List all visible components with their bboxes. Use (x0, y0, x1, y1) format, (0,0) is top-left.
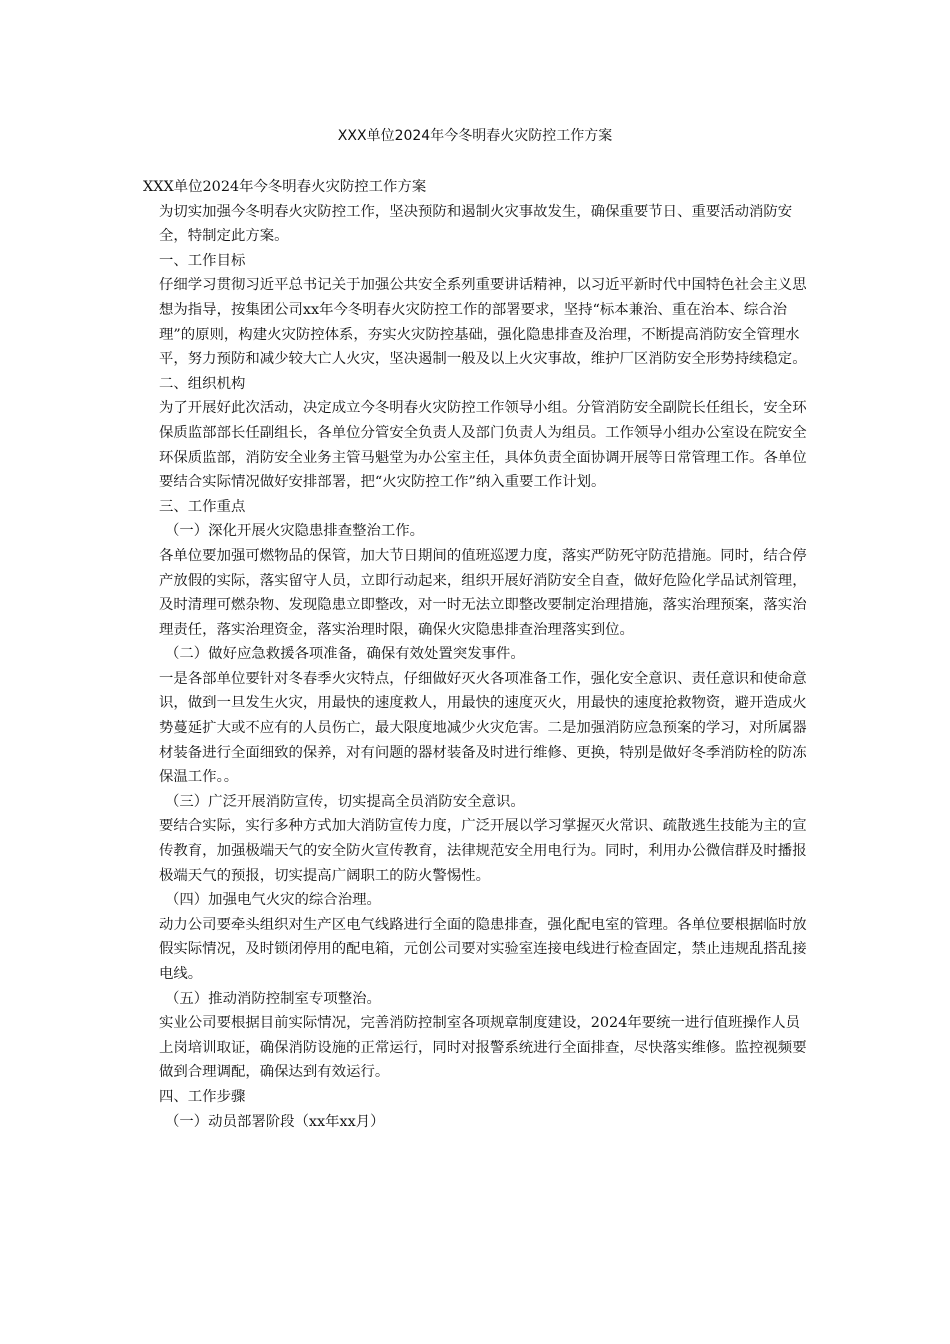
intro-paragraph: 为切实加强今冬明春火灾防控工作，坚决预防和遏制火灾事故发生，确保重要节日、重要活动消防安全，特制定此方案。 (159, 203, 793, 245)
subheading-control-room: （五）推动消防控制室专项整治。 (165, 990, 381, 1007)
publicity-paragraph: 要结合实际，实行多种方式加大消防宣传力度，广泛开展以学习掌握灭火常识、疏散逃生技能为主的宣传教育，加强极端天气的安全防火宣传教育，法律规范安全用电行为。同时，利用办公微信群及时播报极端天气的预报，切实提高广阔职工的防火警惕性。 (159, 818, 807, 884)
subheading-emergency-prep: （二）做好应急救援各项准备，确保有效处置突发事件。 (165, 646, 525, 663)
section-heading-key-work: 三、工作重点 (159, 498, 246, 515)
document-body (143, 175, 809, 1134)
electrical-paragraph: 动力公司要牵头组织对生产区电气线路进行全面的隐患排查，强化配电室的管理。各单位要根据临时放假实际情况，及时锁闭停用的配电箱，元创公司要对实验室连接电线进行检查固定，禁止违规乱搭乱接电线。 (159, 916, 807, 982)
goals-paragraph: 仔细学习贯彻习近平总书记关于加强公共安全系列重要讲话精神，以习近平新时代中国特色社会主义思想为指导，按集团公司xx年今冬明春火灾防控工作的部署要求，坚持“标本兼治、重在治本、综合治理”的原则，构建火灾防控体系，夯实火灾防控基础，强化隐患排查及治理，不断提高消防安全管理水平，努力预防和减少较大亡人火灾，坚决遏制一般及以上火灾事故，维护厂区消防安全形势持续稳定。 (159, 277, 807, 368)
subheading-hazard-check: （一）深化开展火灾隐患排查整治工作。 (165, 523, 425, 540)
control-room-paragraph: 实业公司要根据目前实际情况，完善消防控制室各项规章制度建设，2024年要统一进行值班操作人员上岗培训取证，确保消防设施的正常运行，同时对报警系统进行全面排查，尽快落实维修。监控视频要做到合理调配，确保达到有效运行。 (159, 1015, 807, 1081)
section-heading-goals: 一、工作目标 (159, 252, 246, 269)
subheading-mobilization: （一）动员部署阶段（xx年xx月） (165, 1113, 385, 1130)
subtitle-line: XXX单位2024年今冬明春火灾防控工作方案 (143, 179, 427, 195)
section-heading-organization: 二、组织机构 (159, 375, 246, 392)
page-title: XXX单位2024年今冬明春火灾防控工作方案 (337, 128, 613, 144)
organization-paragraph: 为了开展好此次活动，决定成立今冬明春火灾防控工作领导小组。分管消防安全副院长任组长，安全环保质监部部长任副组长，各单位分管安全负责人及部门负责人为组员。工作领导小组办公室设在院安全环保质监部，消防安全业务主管马魁堂为办公室主任，具体负责全面协调开展等日常管理工作。各单位要结合实际情况做好安排部署，把“火灾防控工作”纳入重要工作计划。 (159, 400, 807, 491)
subheading-electrical: （四）加强电气火灾的综合治理。 (165, 892, 381, 909)
hazard-check-paragraph: 各单位要加强可燃物品的保管，加大节日期间的值班巡逻力度，落实严防死守防范措施。同时，结合停产放假的实际，落实留守人员，立即行动起来，组织开展好消防安全自查，做好危险化学品试剂管理，及时清理可燃杂物、发现隐患立即整改，对一时无法立即整改要制定治理措施，落实治理预案，落实治理责任，落实治理资金，落实治理时限，确保火灾隐患排查治理落实到位。 (159, 547, 807, 638)
emergency-prep-paragraph: 一是各部单位要针对冬春季火灾特点，仔细做好灭火各项准备工作，强化安全意识、责任意识和使命意识，做到一旦发生火灾，用最快的速度救人，用最快的速度灭火，用最快的速度抢救物资，避开造成火势蔓延扩大或不应有的人员伤亡，最大限度地减少火灾危害。二是加强消防应急预案的学习，对所属器材装备进行全面细致的保养，对有问题的器材装备及时进行维修、更换，特别是做好冬季消防栓的防冻保温工作。。 (159, 670, 807, 786)
subheading-publicity: （三）广泛开展消防宣传，切实提高全员消防安全意识。 (165, 793, 525, 810)
section-heading-steps: 四、工作步骤 (159, 1088, 246, 1105)
